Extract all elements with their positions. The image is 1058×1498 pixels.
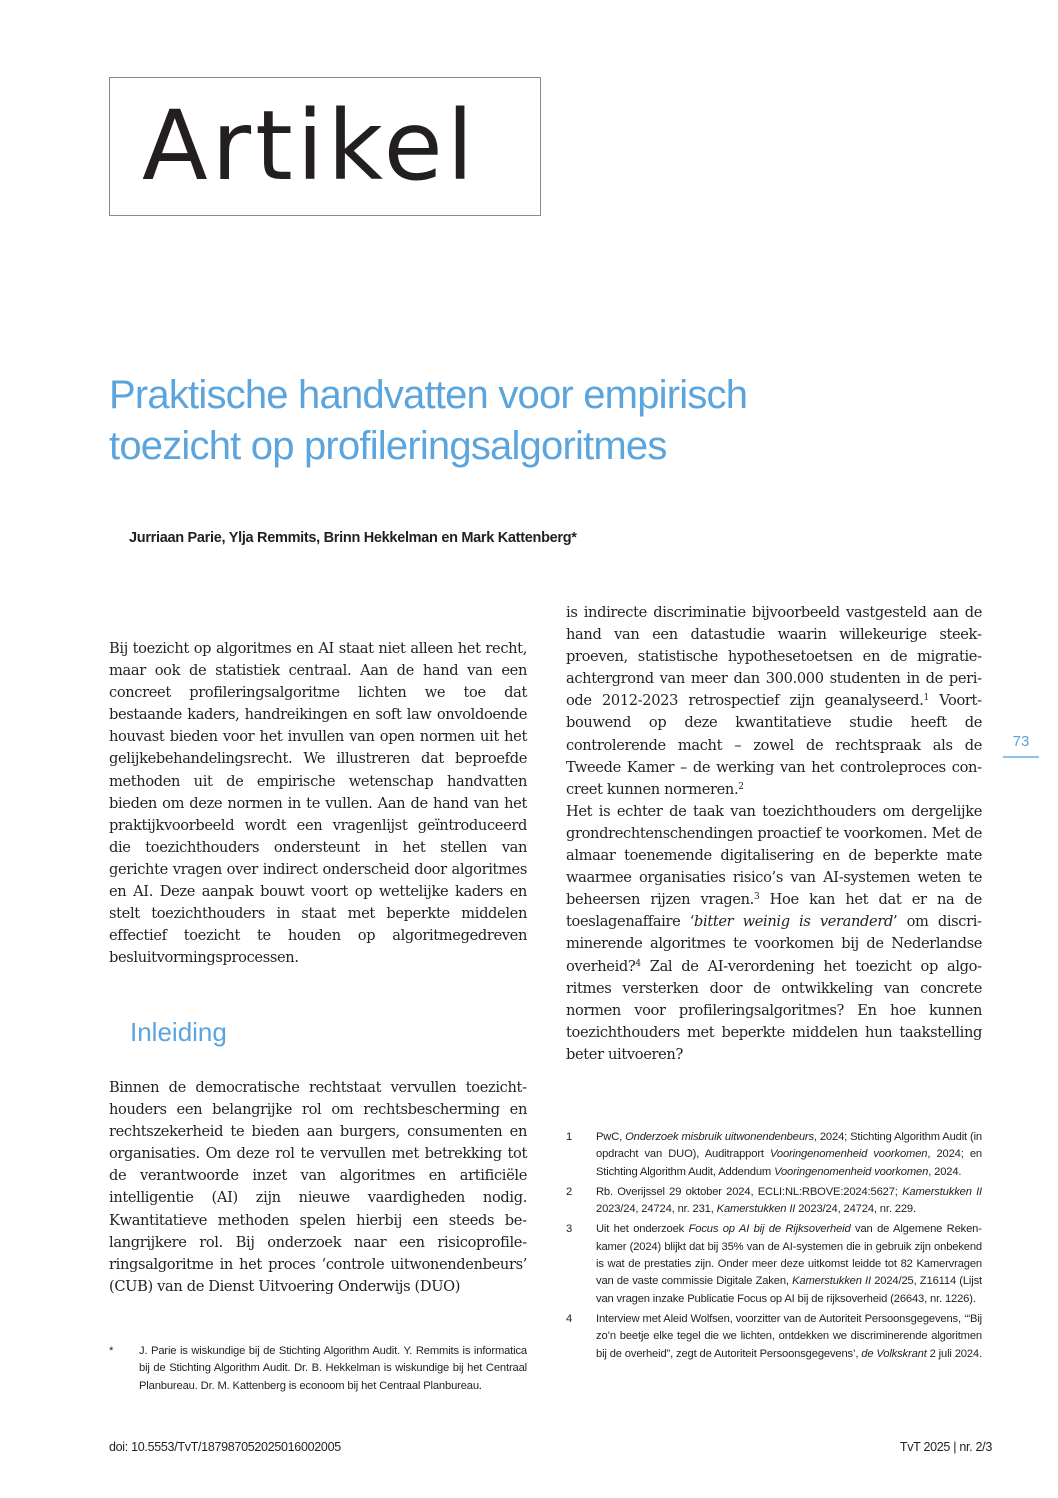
fn-text-part: , 2024. xyxy=(928,1165,962,1178)
fn-text-part: Rb. Overijssel 29 oktober 2024, ECLI:NL:RBOVE:2024:5627; xyxy=(596,1185,903,1198)
fn-text-part: Uit het onderzoek xyxy=(596,1223,689,1236)
fn-italic-part: Vooringenomenheid voorkomen xyxy=(770,1148,928,1161)
fn-text-part: , 2024; en Stichting Algorithm Audit, Addendum xyxy=(596,1148,982,1178)
footnotes-left xyxy=(109,1343,527,1398)
footnote-ref-2[interactable]: 2 xyxy=(738,781,744,792)
abstract-text: Bij toezicht op algoritmes en AI staat niet alleen het recht, maar ook de statistiek centraal. Aan de hand van een concreet profileringsalgoritme lichten we toe dat bestaande kaders, handreikingen en soft law onvoldoende houvast bieden voor het invullen van open normen uit het gelijkebehandelingsrecht. We illustreren dat beproefde methoden uit de empirische wetenschap handvatten bieden om deze normen in te vullen. Aan de hand van het praktijkvoorbeeld wordt een vragenlijst geïntroduceerd die toezichthouders ondersteunt in het stellen van gerichte vragen over indirect onderscheid door algoritmes en AI. Deze aanpak bouwt voort op wettelijke kaders en stelt toezichthouders in staat met beperkte middelen effectief toezicht te houden op algoritmegedreven besluitvormingsprocessen. xyxy=(109,640,527,967)
footnote-text xyxy=(596,1129,982,1181)
body-text: Hoe kan het dat er na de toeslagenaffaire ‘ xyxy=(566,891,982,931)
footnote-ref-3[interactable]: 3 xyxy=(753,892,760,903)
right-column-body xyxy=(566,602,982,1066)
fn-text-part: PwC, xyxy=(596,1131,626,1143)
fn-text-part: 2024/25, Z16114 (Lijst van vragen inzake Publicatie Focus op AI bij de rijksoverheid (26643, nr. 1226). xyxy=(596,1275,982,1305)
footnote-text xyxy=(596,1221,982,1307)
fn-text-part: 2023/24, 24724, nr. 231, xyxy=(596,1203,717,1216)
footnote-marker: 1 xyxy=(566,1131,573,1143)
quoted-phrase: bitter weinig is veranderd xyxy=(694,913,893,931)
footnote-3 xyxy=(566,1221,982,1307)
footnote-marker: * xyxy=(109,1345,114,1357)
article-title-line2: toezicht op profileringsalgoritmes xyxy=(109,424,667,468)
fn-italic-part: Kamerstukken II xyxy=(792,1275,871,1288)
footnote-text xyxy=(596,1311,982,1363)
fn-italic-part: Kamerstukken II xyxy=(902,1185,982,1198)
footnote-2 xyxy=(566,1184,982,1219)
doi-footer: doi: 10.5553/TvT/187987052025016002005 xyxy=(109,1440,341,1454)
footnote-text: J. Parie is wiskundige bij de Stichting Algorithm Audit. Y. Remmits is informatica bij de Stichting Algorithm Audit. Dr. B. Hekkelman is wiskundige bij het Centraal Planbureau. Dr. M. Kattenberg is econoom bij het Centraal Planbureau. xyxy=(139,1345,527,1392)
page-number: 73 xyxy=(1003,733,1039,758)
fn-text-part: Interview met Aleid Wolfsen, voorzitter van de Autoriteit Persoonsgegevens, ‘“Bij zo’n beetje elke tegel die we lichten, ontdekken we discriminerende algoritmen bij de overheid”, zegt de Autoriteit Persoonsgegevens’, xyxy=(596,1312,982,1360)
footnote-marker: 2 xyxy=(566,1185,573,1198)
footnote-marker: 4 xyxy=(566,1312,573,1325)
body-text: Zal de AI-verordening het toezicht op algoritmes versterken door de ontwikkeling van concrete normen voor profileringsalgoritmes? En hoe kunnen toezichthouders met beperkte middelen hun taakstelling beter uitvoeren? xyxy=(566,957,982,1063)
fn-italic-part: Onderzoek misbruik uitwonendenbeurs xyxy=(625,1131,814,1143)
body-text: Voortbouwend op deze kwantitatieve studie heeft de controlerende macht – zowel de rechtspraak als de Tweede Kamer – de werking van het controleproces concreet kunnen normeren. xyxy=(566,692,982,798)
footnote-1 xyxy=(566,1129,982,1181)
footnote-ref-4[interactable]: 4 xyxy=(635,958,641,969)
journal-issue-footer: TvT 2025 | nr. 2/3 xyxy=(899,1440,992,1454)
abstract xyxy=(109,638,527,969)
footnotes-right xyxy=(566,1129,982,1366)
fn-italic-part: Vooringenomenheid voorkomen xyxy=(774,1165,929,1178)
body-paragraph-1 xyxy=(566,602,982,801)
section-label: Artikel xyxy=(142,90,478,202)
author-list: Jurriaan Parie, Ylja Remmits, Brinn Hekkelman en Mark Kattenberg* xyxy=(129,530,577,546)
footnote-author-info xyxy=(109,1343,527,1395)
fn-italic-part: de Volkskrant xyxy=(861,1347,927,1360)
section-heading-inleiding: Inleiding xyxy=(130,1017,227,1047)
fn-text-part: , 2024; Stichting Algorithm Audit (in opdracht van DUO), Auditrapport xyxy=(596,1131,982,1161)
footnote-text xyxy=(596,1184,982,1219)
body-text: ’ om discriminerende algoritmes te voorkomen bij de Nederlandse overheid? xyxy=(566,913,982,975)
fn-text-part: 2 juli 2024. xyxy=(926,1347,982,1360)
body-paragraph-2 xyxy=(566,801,982,1066)
footnote-ref-1[interactable]: 1 xyxy=(923,693,929,704)
fn-text-part: van de Algemene Rekenkamer (2024) blijkt dat bij 35% van de AI-systemen die in gebruik zijn onbekend is wat de prestaties zijn. Onder meer deze uitkomst leidde tot 82 Kamervragen van de vaste commissie Digitale Zaken, xyxy=(596,1223,982,1288)
body-text: Het is echter de taak van toezichthouders om dergelijke grondrechtenschendingen proactief te voorkomen. Met de almaar toenemende digitalisering en de beperkte mate waarmee organisaties risico’s van AI-systemen weten te beheersen rijzen vragen. xyxy=(566,802,982,909)
fn-italic-part: Focus op AI bij de Rijksoverheid xyxy=(688,1223,851,1236)
footnote-marker: 3 xyxy=(566,1223,573,1236)
article-title xyxy=(109,370,889,472)
body-text: is indirecte discriminatie bijvoorbeeld vastgesteld aan de hand van een datastudie waarin willekeurige steekproeven, statistische hypothesetoetsen en de migratieachtergrond van meer dan 300.000 studenten in de periode 2012-2023 retrospectief zijn geanalyseerd. xyxy=(566,604,982,710)
footnote-4 xyxy=(566,1311,982,1363)
section-label-box xyxy=(109,77,541,216)
article-title-line1: Praktische handvatten voor empirisch xyxy=(109,373,748,417)
fn-text-part: 2023/24, 24724, nr. 229. xyxy=(795,1203,916,1216)
fn-italic-part: Kamerstukken II xyxy=(716,1203,796,1216)
intro-body xyxy=(109,1077,527,1298)
intro-paragraph: Binnen de democratische rechtstaat vervullen toezichthouders een belangrijke rol om rechtsbescherming en rechtszekerheid te bieden aan burgers, consumenten en organisaties. Om deze rol te vervullen met betrekking tot de verantwoorde inzet van algoritmes en artificiële intelligentie (AI) zijn nieuwe vaardigheden nodig. Kwantitatieve methoden spelen hierbij een steeds belangrijkere rol. Bij onderzoek naar een risicoprofileringsalgoritme in het proces ‘controle uitwonendenbeurs’ (CUB) van de Dienst Uitvoering Onderwijs (DUO) xyxy=(109,1079,527,1295)
